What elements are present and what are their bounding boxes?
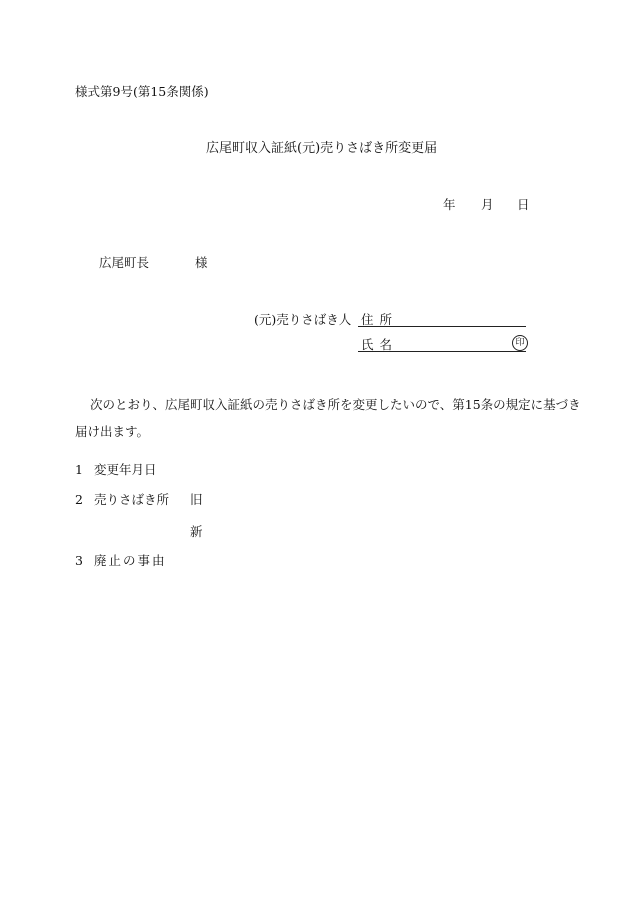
item-number-3: 3 [75,553,83,568]
date-day-label: 日 [517,197,530,212]
form-number: 様式第9号(第15条関係) [75,84,209,99]
item-number-1: 1 [75,462,83,477]
addressee-name: 広尾町長 [99,255,150,270]
body-text-line-2: 届け出ます。 [75,424,150,439]
item-label-sales-office: 売りさばき所 [94,492,170,507]
seal-icon: 印 [512,335,528,351]
document-title: 広尾町収入証紙(元)売りさばき所変更届 [206,141,438,156]
body-text-line-1: 次のとおり、広尾町収入証紙の売りさばき所を変更したいので、第15条の規定に基づき [90,397,581,412]
item-label-abolition-reason: 廃止の事由 [94,553,167,568]
item-old-label: 旧 [190,492,203,507]
date-month-label: 月 [481,197,494,212]
name-label: 氏 名 [361,337,393,352]
item-label-change-date: 変更年月日 [94,462,157,477]
address-label: 住 所 [361,312,393,327]
address-field-line [358,326,526,327]
name-field-line [358,351,526,352]
addressee-honorific: 様 [195,255,208,270]
item-new-label: 新 [190,524,203,539]
applicant-label: (元)売りさばき人 [254,312,352,327]
item-number-2: 2 [75,492,83,507]
date-year-label: 年 [443,197,456,212]
